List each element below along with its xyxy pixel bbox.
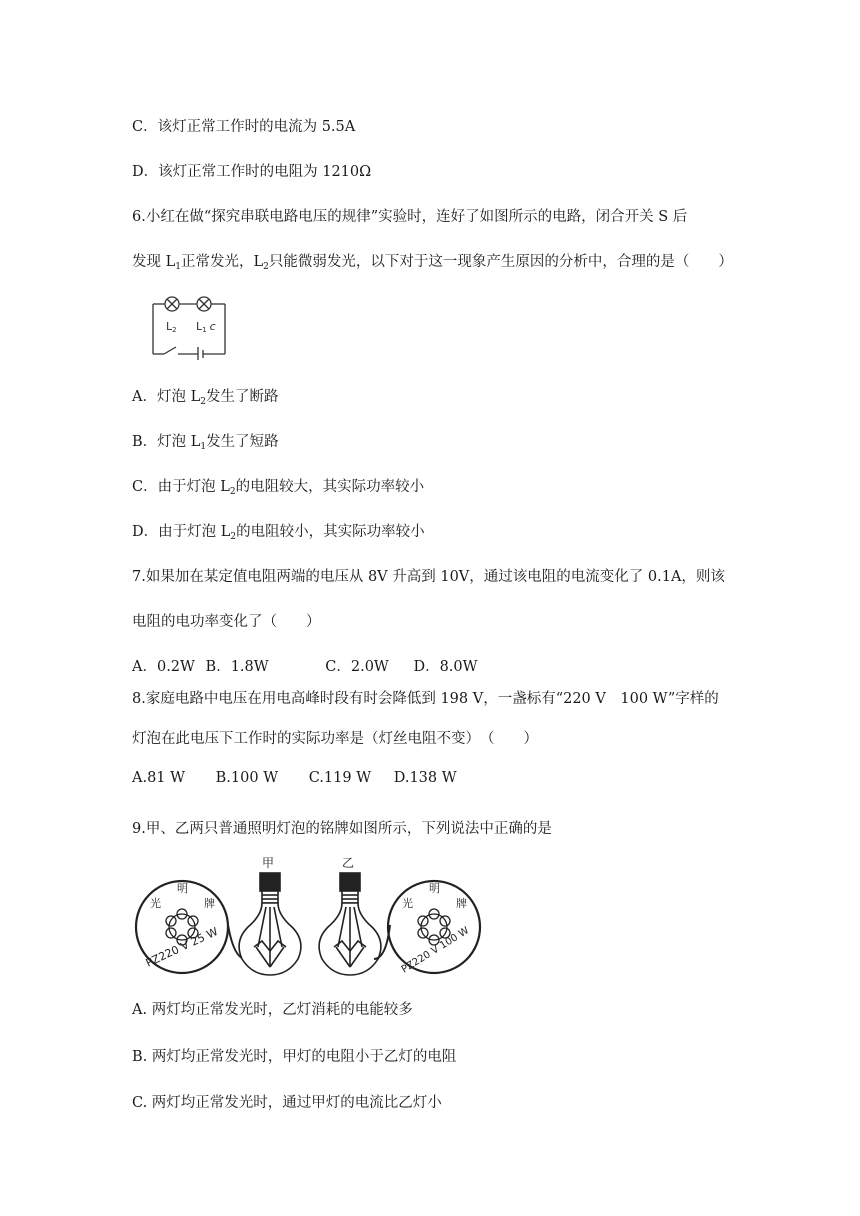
q6-circuit-diagram [148, 290, 230, 360]
brand-left-char-2: 明 [177, 882, 188, 895]
brand-right-char-3: 牌 [456, 897, 467, 910]
q8-option-b: B.100 W [215, 770, 279, 786]
lamp-l2-icon [165, 297, 179, 311]
brand-left-char-3: 牌 [204, 897, 215, 910]
q9-lightbulb-nameplates-figure [134, 855, 484, 983]
rating-left: PZ220 V 25 W [143, 924, 221, 970]
q8-options [132, 768, 457, 788]
svg-text:L1c: L1 c [196, 320, 216, 334]
bulb-yi-icon [319, 873, 381, 975]
q5-option-d: D．该灯正常工作时的电阻为 1210Ω [132, 164, 372, 180]
q9-stem: 9.甲、乙两只普通照明灯泡的铭牌如图所示，下列说法中正确的是 [132, 821, 552, 837]
q7-options [132, 657, 478, 677]
svg-text:L2: L2 [166, 320, 177, 334]
q7-option-d: D．8.0W [413, 659, 478, 675]
q7-option-a: A．0.2W [132, 659, 195, 675]
label-jia: 甲 [262, 856, 275, 870]
q8-option-d: D.138 W [393, 770, 457, 786]
q5-option-c: C．该灯正常工作时的电流为 5.5A [132, 119, 356, 135]
lamp-l1-icon [197, 297, 211, 311]
q8-option-a: A.81 W [132, 770, 186, 786]
q7-option-c: C．2.0W [325, 659, 389, 675]
brand-right-char-1: 光 [402, 897, 413, 910]
q6-option-b: B．灯泡 $L_1$发生了短路 [132, 434, 279, 452]
q8-stem-line1: 8.家庭电路中电压在用电高峰时段有时会降低到 198 V，一盏标有“220 V 100 W”字样的 [132, 691, 719, 707]
q6-option-a: A．灯泡 $L_2$发生了断路 [132, 389, 279, 407]
label-yi: 乙 [342, 856, 355, 870]
q7-stem-line2: 电阻的电功率变化了（ ） [132, 614, 321, 630]
brand-left-char-1: 光 [150, 897, 161, 910]
bulb-jia-icon [239, 873, 301, 975]
q6-option-c: C．由于灯泡 $L_2$的电阻较大，其实际功率较小 [132, 479, 425, 497]
q9-option-a: A. 两灯均正常发光时，乙灯消耗的电能较多 [132, 1002, 413, 1018]
q6-stem-line1: 6.小红在做“探究串联电路电压的规律”实验时，连好了如图所示的电路，闭合开关 S 后 [132, 209, 688, 225]
rating-right: PZ220 V 100 W [399, 925, 472, 976]
q6-option-d: D．由于灯泡 $L_2$的电阻较小，其实际功率较小 [132, 524, 425, 542]
q7-stem-line1: 7.如果加在某定值电阻两端的电压从 8V 升高到 10V，通过该电阻的电流变化了 0.1A，则该 [132, 569, 725, 585]
q8-stem-line2: 灯泡在此电压下工作时的实际功率是（灯丝电阻不变） （ ） [132, 731, 538, 747]
q7-option-b: B．1.8W [205, 659, 269, 675]
q8-option-c: C.119 W [308, 770, 372, 786]
q9-option-c: C. 两灯均正常发光时，通过甲灯的电流比乙灯小 [132, 1095, 442, 1111]
brand-right-char-2: 明 [429, 882, 440, 895]
q9-option-b: B. 两灯均正常发光时，甲灯的电阻小于乙灯的电阻 [132, 1049, 457, 1065]
q6-stem-line2: 发现 $L_1$正常发光，$L_2$只能微弱发光，以下对于这一现象产生原因的分析中，合理的是（ ） [132, 254, 733, 272]
